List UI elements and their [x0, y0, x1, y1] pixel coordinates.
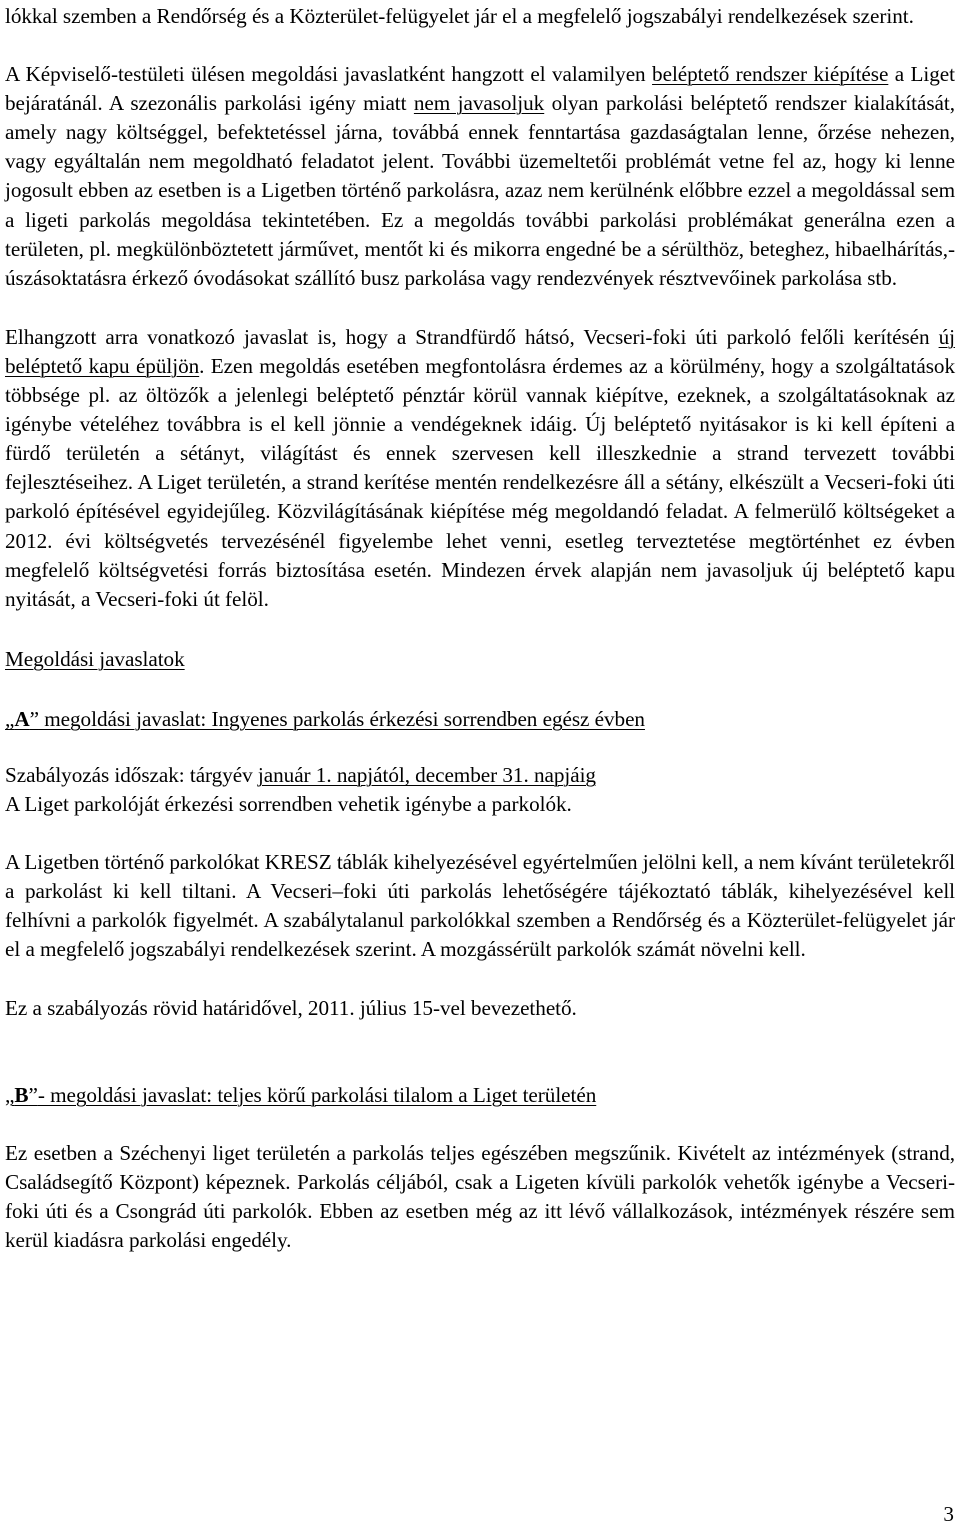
paragraph-text: olyan parkolási beléptető rendszer kialakítását, amely nagy költséggel, befektetéssel járna, továbbá ennek fenntartása gazdaságtalan lenne, őrzése nehezen, vagy egyáltalán nem megoldható feladatot jelent. További üzemeltetői problémát vetne fel az, hogy ki lenne jogosult ebben az esetben is a Ligetben történő parkolásra, azaz nem kerülnénk előbbre ezzel a megoldással sem a ligeti parkolás megoldása tekintetében. Ez a megoldás további parkolási problémákat generálna ezen a területen, pl. megkülönböztetett járművet, mentőt ki és mikorra engedné be a sérülthöz, beteghez, hibaelhárítás,- úszásoktatásra érkező óvodásokat szállító busz parkolása vagy rendezvények résztvevőinek parkolása stb. — [5, 91, 955, 290]
option-a-line — [5, 790, 955, 819]
option-title-text: megoldási javaslat: Ingyenes parkolás érkezési sorrendben egész évben — [38, 706, 645, 731]
paragraph-text: Ez a szabályozás rövid határidővel, 2011. július 15-vel bevezethető. — [5, 995, 577, 1020]
paragraph-text: Elhangzott arra vonatkozó javaslat is, hogy a Strandfürdő hátsó, Vecseri-foki úti parkoló felőli kerítésén — [5, 324, 939, 349]
section-heading-solutions — [5, 645, 955, 674]
underlined-phrase: új beléptető kapu épüljön — [5, 324, 955, 378]
paragraph-text: a Liget bejáratánál. A szezonális parkolási igény miatt — [5, 62, 956, 116]
option-letter: A — [14, 706, 30, 731]
underlined-phrase: beléptető rendszer kiépítése — [652, 62, 889, 87]
underlined-phrase: nem javasoljuk — [413, 91, 545, 116]
quote-open: „ — [5, 1082, 15, 1107]
paragraph-text: Ez esetben a Széchenyi liget területén a parkolás teljes egészében megszűnik. Kivételt az intézmények (strand, Családsegítő Központ) képeznek. Parkolás céljából, csak a Ligeten kívüli parkolók vehetők igénybe a Vecseri-foki úti és a Csongrád úti parkolók. Ebben az esetben még az itt lévő vállalkozások, intézmények részére sem kerül kiadásra parkolási engedély. — [5, 1140, 955, 1252]
option-a-signs-paragraph — [5, 848, 955, 964]
paragraph-entry-system-proposal — [5, 60, 955, 293]
option-a-period — [5, 761, 955, 790]
paragraph-text: A Képviselő-testületi ülésen megoldási javaslatként hangzott el valamilyen — [5, 62, 653, 87]
paragraph-text: A Liget parkolóját érkezési sorrendben vehetik igénybe a parkolók. — [5, 792, 572, 817]
page-number: 3 — [943, 1502, 954, 1526]
quote-close: ” — [28, 1082, 38, 1107]
paragraph-text: lókkal szemben a Rendőrség és a Közterület-felügyelet jár el a megfelelő jogszabályi rendelkezések szerint. — [5, 4, 914, 28]
heading-text: Megoldási javaslatok — [5, 646, 185, 671]
paragraph-new-gate-proposal — [5, 323, 955, 614]
option-b-body-paragraph — [5, 1139, 955, 1255]
option-b-heading — [5, 1081, 955, 1110]
period-value: január 1. napjától, december 31. napjáig — [257, 762, 596, 787]
paragraph-text: . Ezen megoldás esetében megfontolásra érdemes az a körülmény, hogy a szolgáltatások többsége pl. az öltözők a jelenlegi beléptető pénztár körül vannak kiépítve, ezeknek, a szolgáltatásoknak az igénybe vételéhez továbbra is el kell jönnie a vendégeknek idáig. Új beléptető nyitásakor is ki kell építeni a fürdő területén a sétányt, világítást és ennek szervesen kell illeszkednie a strand tervezett további fejlesztéseihez. A Liget területén, a strand kerítése mentén rendelkezésre áll a sétány, elkészült a Vecseri-foki úti parkoló építésével egyidejűleg. Közvilágításának kiépítése még megoldandó feladat. A felmerülő költségeket a 2012. évi költségvetés tervezésénél figyelembe lehet venni, esetleg terveztetése megtörténhet ez évben megfelelő költségvetési forrás biztosítása esetén. Mindezen érvek alapján nem javasoljuk új beléptető kapu nyitását, a Vecseri-foki út felöl. — [5, 353, 955, 611]
option-a-title — [5, 707, 645, 731]
period-label: Szabályozás időszak: tárgyév — [5, 762, 258, 787]
paragraph-enforcement-continued — [5, 2, 955, 31]
option-letter: B — [14, 1082, 29, 1107]
option-a-heading — [5, 705, 955, 734]
quote-open: „ — [5, 706, 15, 731]
option-b-title — [5, 1083, 596, 1107]
document-page — [5, 0, 955, 1255]
option-title-text: - megoldási javaslat: teljes körű parkolási tilalom a Liget területén — [37, 1082, 597, 1107]
quote-close: ” — [29, 706, 39, 731]
paragraph-text: A Ligetben történő parkolókat KRESZ táblák kihelyezésével egyértelműen jelölni kell, a nem kívánt területekről a parkolást ki kell tiltani. A Vecseri–foki úti parkolás lehetőségére tájékoztató táblák, kihelyezésével kell felhívni a parkolók figyelmét. A szabálytalanul parkolókkal szemben a Rendőrség és a Közterület-felügyelet jár el a megfelelő jogszabályi rendelkezések szerint. A mozgássérült parkolók számát növelni kell. — [5, 850, 955, 962]
option-a-deadline-paragraph — [5, 994, 955, 1023]
